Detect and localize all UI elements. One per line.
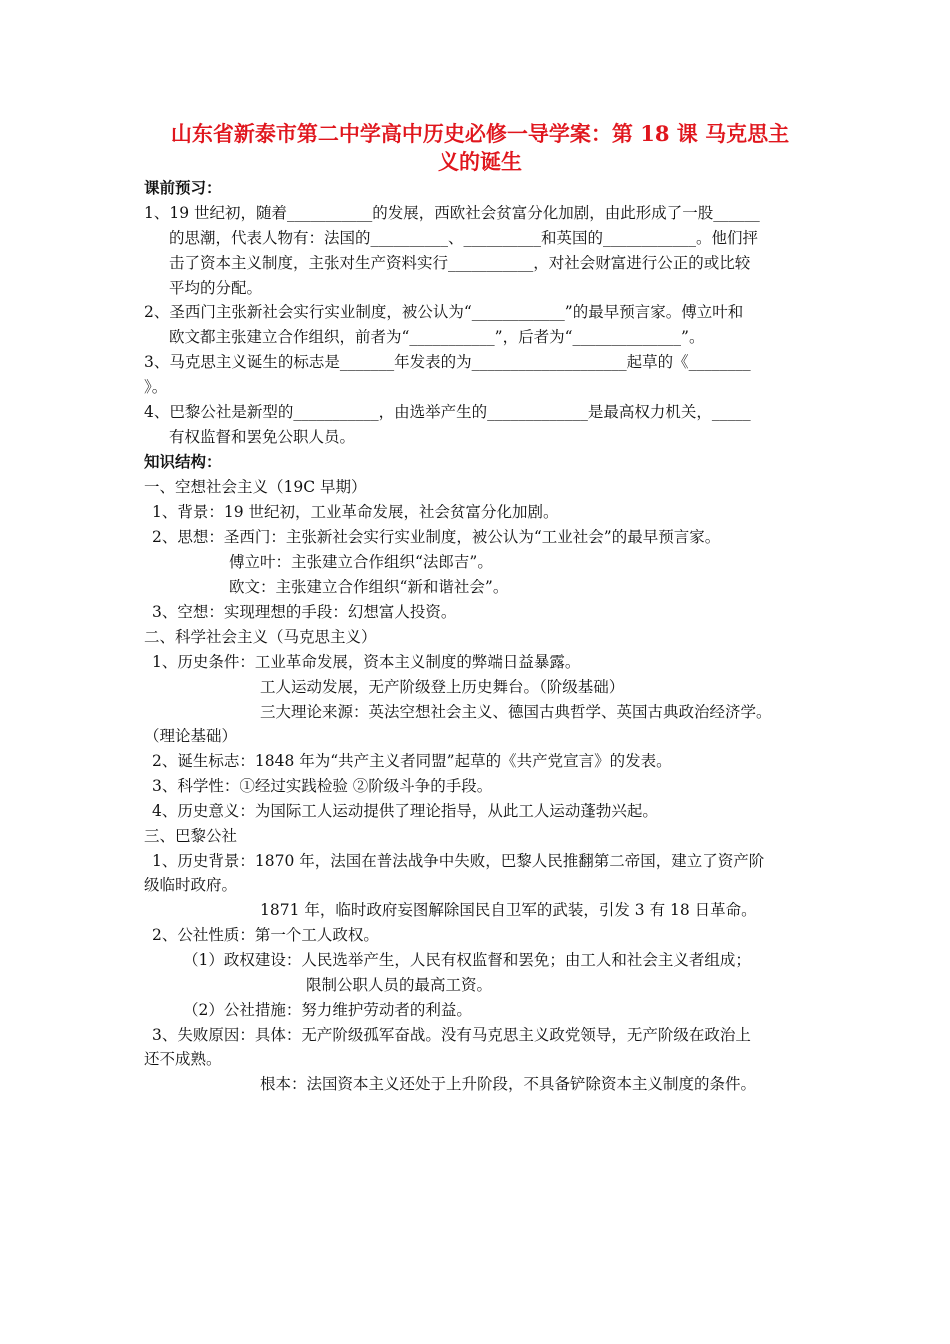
structure-line: 2、诞生标志：1848 年为“共产主义者同盟”起草的《共产党宣言》的发表。 [152, 752, 672, 770]
preview-heading: 课前预习： [144, 178, 222, 197]
structure-line: 2、公社性质：第一个工人政权。 [152, 926, 379, 944]
section-heading: 二、科学社会主义（马克思主义） [144, 628, 377, 646]
structure-line: 1、背景：19 世纪初，工业革命发展，社会贫富分化加剧。 [152, 503, 559, 521]
preview-line: 3、马克思主义诞生的标志是_______年发表的为____________________起草的《________ [144, 353, 751, 371]
preview-line: 平均的分配。 [169, 279, 263, 297]
preview-line: 击了资本主义制度，主张对生产资料实行___________，对社会财富进行公正的或比较 [169, 254, 751, 272]
structure-line: 限制公职人员的最高工资。 [306, 976, 493, 994]
structure-line: 1871 年，临时政府妄图解除国民自卫军的武装，引发 3 有 18 日革命。 [260, 901, 757, 919]
preview-line: 》。 [144, 378, 168, 396]
structure-line: 3、空想：实现理想的手段：幻想富人投资。 [152, 603, 457, 621]
page-title-line-1: 山东省新泰市第二中学高中历史必修一导学案：第 18 课 马克思主 [170, 121, 790, 146]
preview-line: 2、圣西门主张新社会实行实业制度，被公认为“____________”的最早预言家。傅立叶和 [144, 303, 744, 321]
structure-line: 4、历史意义：为国际工人运动提供了理论指导，从此工人运动蓬勃兴起。 [152, 802, 658, 820]
structure-line: 1、历史背景：1870 年，法国在普法战争中失败，巴黎人民推翻第二帝国，建立了资产阶 [152, 852, 765, 870]
preview-line: 4、巴黎公社是新型的___________，由选举产生的_____________是最高权力机关，_____ [144, 403, 751, 421]
structure-line: （1）政权建设：人民选举产生，人民有权监督和罢免；由工人和社会主义者组成； [183, 951, 751, 969]
structure-line: 2、思想：圣西门：主张新社会实行实业制度，被公认为“工业社会”的最早预言家。 [152, 528, 721, 546]
structure-line: 还不成熟。 [144, 1050, 222, 1068]
structure-line: 傅立叶：主张建立合作组织“法郎吉”。 [229, 553, 493, 571]
page-title-line-2: 义的诞生 [438, 149, 522, 174]
structure-line: 3、科学性：①经过实践检验 ②阶级斗争的手段。 [152, 777, 493, 795]
section-heading: 一、空想社会主义（19C 早期） [144, 478, 367, 496]
structure-line: （2）公社措施：努力维护劳动者的利益。 [183, 1001, 472, 1019]
preview-line: 有权监督和罢免公职人员。 [169, 428, 356, 446]
structure-line: （理论基础） [144, 727, 238, 745]
preview-line: 1、19 世纪初，随着___________的发展，西欧社会贫富分化加剧，由此形成了一股______ [144, 204, 760, 222]
structure-line: 根本：法国资本主义还处于上升阶段，不具备铲除资本主义制度的条件。 [260, 1075, 757, 1093]
preview-line: 欧文都主张建立合作组织，前者为“___________”，后者为“______________”。 [169, 328, 705, 346]
section-heading: 三、巴黎公社 [144, 827, 238, 845]
structure-line: 3、失败原因：具体：无产阶级孤军奋战。没有马克思主义政党领导，无产阶级在政治上 [152, 1026, 751, 1044]
structure-heading: 知识结构： [144, 452, 222, 471]
structure-line: 欧文：主张建立合作组织“新和谐社会”。 [229, 578, 509, 596]
structure-line: 1、历史条件：工业革命发展，资本主义制度的弊端日益暴露。 [152, 653, 581, 671]
structure-line: 工人运动发展，无产阶级登上历史舞台。（阶级基础） [260, 678, 625, 696]
preview-line: 的思潮，代表人物有：法国的__________、__________和英国的____________。他们抨 [169, 229, 759, 247]
structure-line: 级临时政府。 [144, 876, 238, 894]
structure-line: 三大理论来源：英法空想社会主义、德国古典哲学、英国古典政治经济学。 [260, 703, 772, 721]
